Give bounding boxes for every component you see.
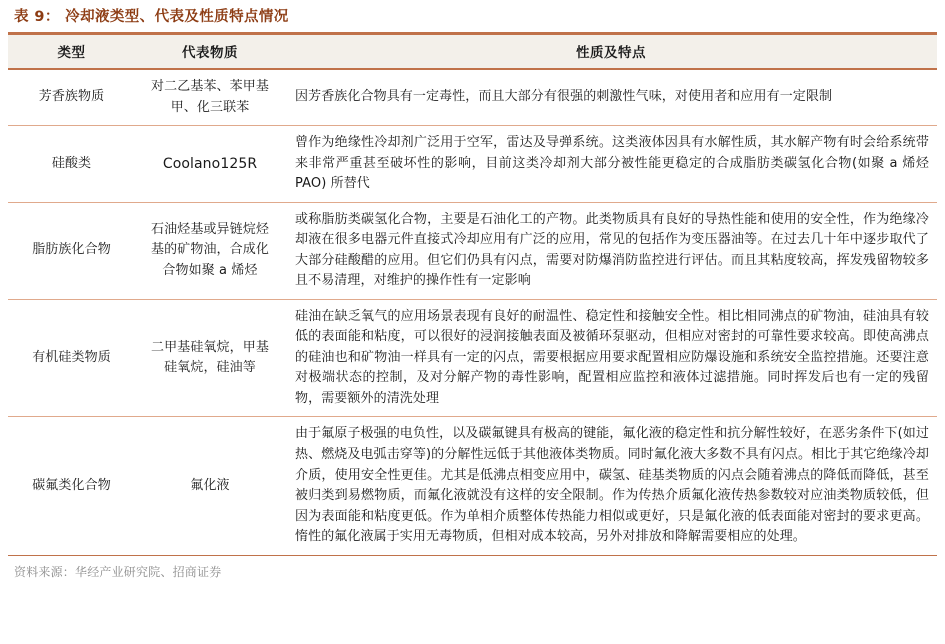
cell-properties: 硅油在缺乏氧气的应用场景表现有良好的耐温性、稳定性和接触安全性。相比相同沸点的矿物油，硅油具有较低的表面能和粘度，可以很好的浸润接触表面及被循环泵驱动，但相应对密封的可靠性要求较高。即使高沸点的硅油也和矿物油一样具有一定的闪点，需要根据应用要求配置相应防爆设施和系统安全监控措施。还要注意对极端状态的控制，及对分解产物的毒性影响，配置相应监控和液体过滤措施。同时挥发后也有一定的残留物，需要额外的清洗处理 bbox=[285, 299, 937, 417]
cell-properties: 因芳香族化合物具有一定毒性，而且大部分有很强的刺激性气味，对使用者和应用有一定限制 bbox=[285, 69, 937, 126]
page-title: 表 9： 冷却液类型、代表及性质特点情况 bbox=[14, 9, 289, 25]
table-row bbox=[8, 417, 937, 555]
table-header bbox=[8, 35, 937, 70]
source-note: 资料来源：华经产业研究院、招商证券 bbox=[14, 564, 222, 579]
cell-type: 脂肪族化合物 bbox=[8, 202, 135, 299]
table-row bbox=[8, 126, 937, 203]
header-row bbox=[8, 35, 937, 70]
column-header-representative: 代表物质 bbox=[135, 35, 285, 70]
cell-representative: 二甲基硅氧烷，甲基硅氧烷，硅油等 bbox=[135, 299, 285, 417]
table-row bbox=[8, 299, 937, 417]
cell-properties: 或称脂肪类碳氢化合物，主要是石油化工的产物。此类物质具有良好的导热性能和使用的安全性，作为绝缘冷却液在很多电器元件直接式冷却应用有广泛的应用，常见的包括作为变压器油等。在过去几十年中逐步取代了大部分硅酸醋的应用。但它们仍具有闪点，需要对防爆消防监控进行评估。而且其粘度较高，挥发残留物较多且不易清理，对维护的操作性有一定影响 bbox=[285, 202, 937, 299]
title-row bbox=[8, 0, 937, 30]
cell-type: 有机硅类物质 bbox=[8, 299, 135, 417]
cell-properties: 由于氟原子极强的电负性，以及碳氟键具有极高的键能，氟化液的稳定性和抗分解性较好，在恶劣条件下(如过热、燃烧及电弧击穿等)的分解性远低于其他液体类物质。同时氟化液大多数不具有闪点。相比于其它绝缘冷却介质，使用安全性更佳。尤其是低沸点相变应用中，碳氢、硅基类物质的闪点会随着沸点的降低而降低，甚至被归类到易燃物质，而氟化液就没有这样的安全限制。作为传热介质氟化液传热参数较对应油类物质较低，但因为表面能和粘度更低。作为单相介质整体传热能力相似或更好，只是氟化液的低表面能对密封的要求更高。惰性的氟化液属于实用无毒物质，但相对成本较高，另外对排放和降解需要相应的处理。 bbox=[285, 417, 937, 555]
cell-type: 碳氟类化合物 bbox=[8, 417, 135, 555]
table-row bbox=[8, 202, 937, 299]
cell-representative: 氟化液 bbox=[135, 417, 285, 555]
column-header-type: 类型 bbox=[8, 35, 135, 70]
cell-type: 硅酸类 bbox=[8, 126, 135, 203]
column-header-properties: 性质及特点 bbox=[285, 35, 937, 70]
table-row bbox=[8, 69, 937, 126]
cell-type: 芳香族物质 bbox=[8, 69, 135, 126]
cell-representative: Coolano125R bbox=[135, 126, 285, 203]
cell-representative: 石油烃基或异链烷烃基的矿物油，合成化合物如聚 a 烯烃 bbox=[135, 202, 285, 299]
source-row bbox=[8, 556, 937, 580]
cell-properties: 曾作为绝缘性冷却剂广泛用于空军，雷达及导弹系统。这类液体因具有水解性质，其水解产物有时会给系统带来非常严重甚至破坏性的影响，目前这类冷却剂大部分被性能更稳定的合成脂肪类碳氢化合物(如聚 a 烯烃 PAO) 所替代 bbox=[285, 126, 937, 203]
cell-representative: 对二乙基苯、苯甲基甲、化三联苯 bbox=[135, 69, 285, 126]
table-body bbox=[8, 69, 937, 555]
cooling-fluid-table bbox=[8, 34, 937, 556]
